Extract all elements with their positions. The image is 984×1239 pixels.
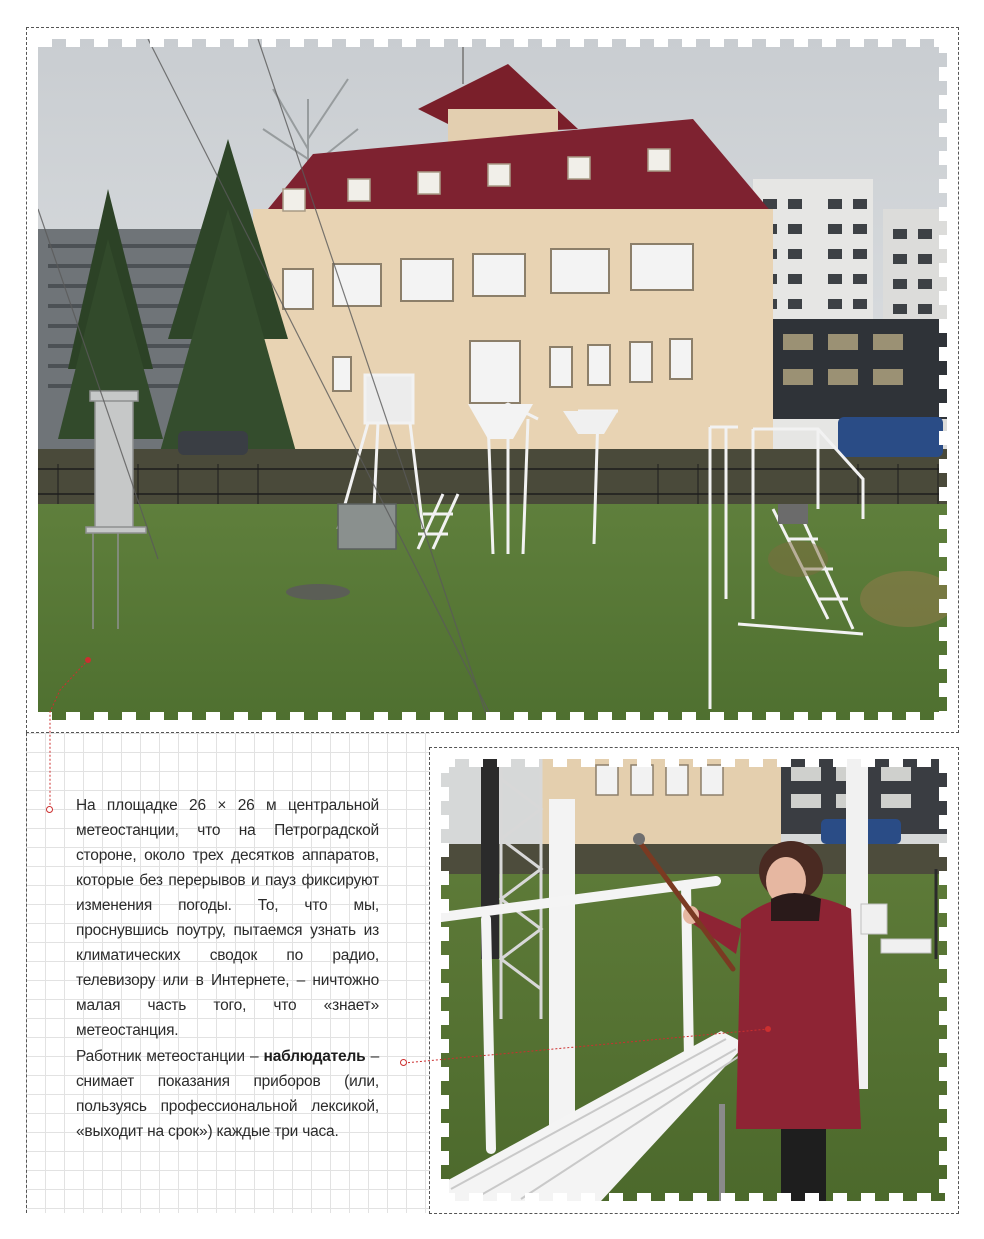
weather-station-illustration — [38, 39, 947, 720]
callout-marker-instruments — [85, 657, 91, 663]
callout-marker-observer — [765, 1026, 771, 1032]
bottom-photo-perforation-left — [441, 759, 449, 1201]
top-photo-perforation-top — [38, 39, 947, 47]
bottom-photo-perforation-top — [441, 759, 947, 767]
paragraph-1-text: На площадке 26 × 26 м центральной метеостанции, что на Петроградской стороне, около трех десятков аппаратов, которые без перерывов и пауз фиксируют изменения погоды. То, что мы, проснувшись поутру, пытаемся узнать из климатических сводок по радио, телевизору или в Интернете, – ничтожно малая часть того, что «знает» метеостанция. — [76, 797, 379, 1039]
weather-station-photo — [38, 39, 947, 720]
observer-illustration — [441, 759, 947, 1201]
top-photo-perforation-bottom — [38, 712, 947, 720]
callout-dot-paragraph2 — [400, 1059, 407, 1066]
paragraph-2-rest: – снимает показания приборов (или, пользуясь профессиональной лексикой, «выходит на срок») каждые три часа. — [76, 1048, 379, 1140]
top-photo-perforation-right — [939, 39, 947, 720]
observer-term: наблюдатель — [263, 1048, 366, 1065]
article-paragraph-1 — [76, 793, 379, 1043]
bottom-photo-perforation-bottom — [441, 1193, 947, 1201]
bottom-photo-perforation-right — [939, 759, 947, 1201]
observer-photo — [441, 759, 947, 1201]
paragraph-2-lead: Работник метеостанции – — [76, 1048, 264, 1065]
article-paragraph-2 — [76, 1044, 379, 1144]
callout-dot-paragraph1 — [46, 806, 53, 813]
left-dashed-rule — [26, 733, 27, 1213]
